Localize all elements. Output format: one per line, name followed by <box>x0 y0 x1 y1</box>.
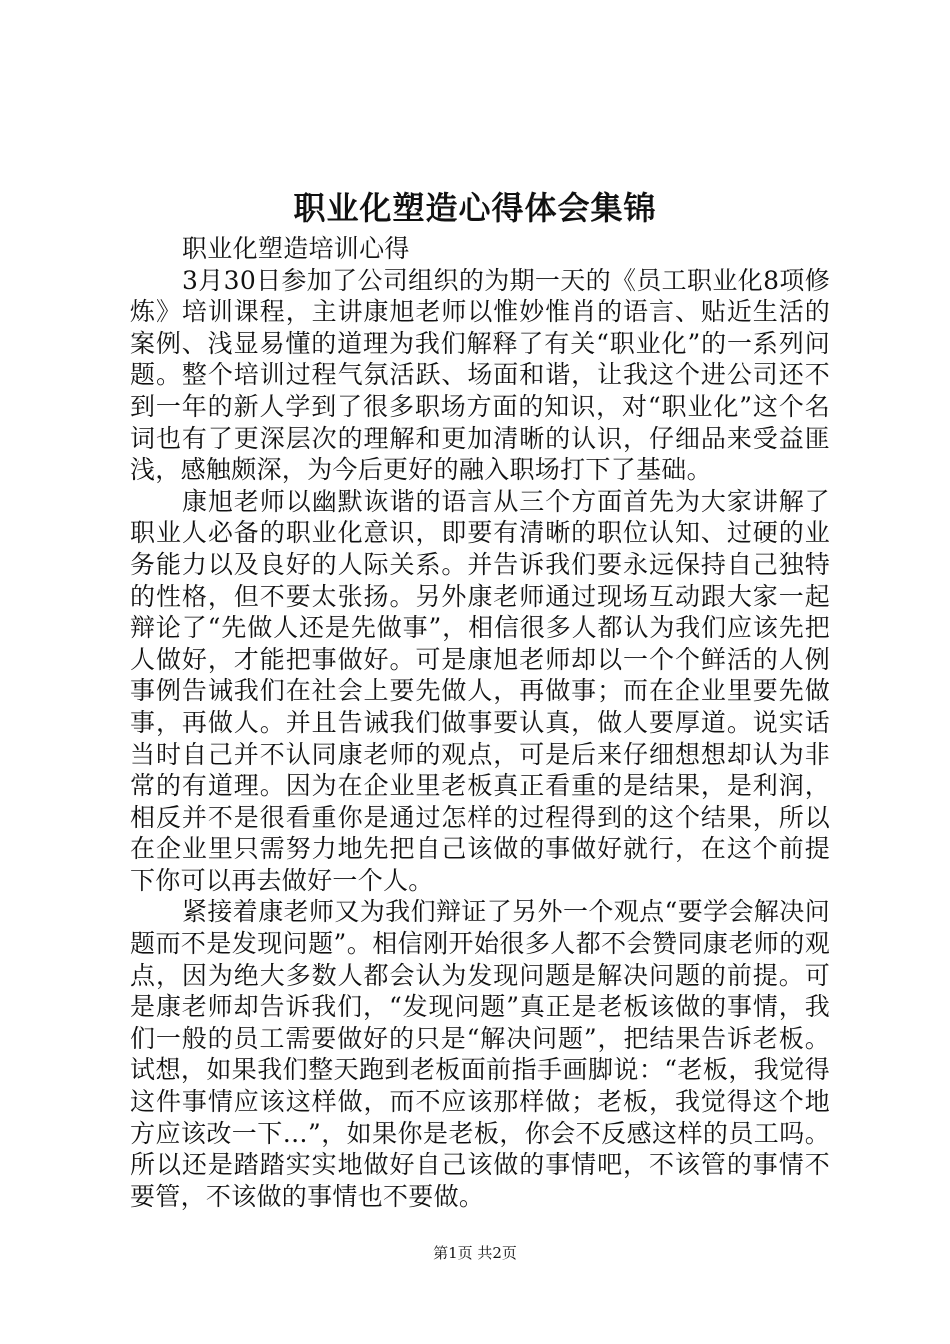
page-footer <box>0 1243 950 1263</box>
paragraph-2: 康旭老师以幽默诙谐的语言从三个方面首先为大家讲解了职业人必备的职业化意识，即要有清晰的职位认知、过硬的业务能力以及良好的人际关系。并告诉我们要永远保持自己独特的性格，但不要太张扬。另外康老师通过现场互动跟大家一起辩论了“先做人还是先做事”，相信很多人都认为我们应该先把人做好，才能把事做好。可是康旭老师却以一个个鲜活的人例事例告诫我们在社会上要先做人，再做事；而在企业里要先做事，再做人。并且告诫我们做事要认真，做人要厚道。说实话当时自己并不认同康老师的观点，可是后来仔细想想却认为非常的有道理。因为在企业里老板真正看重的是结果，是利润，相反并不是很看重你是通过怎样的过程得到的这个结果，所以在企业里只需努力地先把自己该做的事做好就行，在这个前提下你可以再去做好一个人。 <box>130 486 830 895</box>
paragraph-1: 3月30日参加了公司组织的为期一天的《员工职业化8项修炼》培训课程，主讲康旭老师以惟妙惟肖的语言、贴近生活的案例、浅显易懂的道理为我们解释了有关“职业化”的一系列问题。整个培训过程气氛活跃、场面和谐，让我这个进公司还不到一年的新人学到了很多职场方面的知识，对“职业化”这个名词也有了更深层次的理解和更加清晰的认识，仔细品来受益匪浅，感触颇深，为今后更好的融入职场打下了基础。 <box>130 265 830 485</box>
page-indicator: 第1页 共2页 <box>433 1244 517 1262</box>
paragraph-3: 紧接着康老师又为我们辩证了另外一个观点“要学会解决问题而不是发现问题”。相信刚开始很多人都不会赞同康老师的观点，因为绝大多数人都会认为发现问题是解决问题的前提。可是康老师却告诉我们，“发现问题”真正是老板该做的事情，我们一般的员工需要做好的只是“解决问题”，把结果告诉老板。试想，如果我们整天跑到老板面前指手画脚说：“老板，我觉得这件事情应该这样做，而不应该那样做；老板，我觉得这个地方应该改一下…”，如果你是老板，你会不反感这样的员工吗。所以还是踏踏实实地做好自己该做的事情吧，不该管的事情不要管，不该做的事情也不要做。 <box>130 897 830 1211</box>
document-subtitle: 职业化塑造培训心得 <box>182 234 410 263</box>
document-title: 职业化塑造心得体会集锦 <box>293 189 657 227</box>
document-body <box>130 233 830 1212</box>
